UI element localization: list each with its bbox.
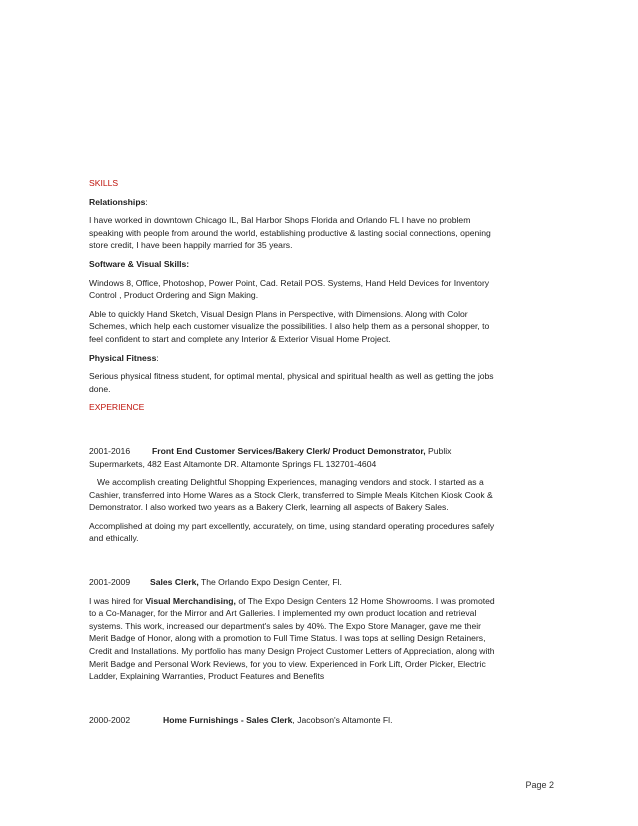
page-number: Page 2	[525, 780, 554, 790]
job-1-employer: Publix Supermarkets, 482 East Altamonte DR. Altamonte Springs FL 132701-4604	[89, 445, 452, 469]
spacer	[89, 420, 497, 445]
job-3-header	[89, 714, 497, 727]
fitness-label-line	[89, 352, 497, 365]
job-3-title: Home Furnishings - Sales Clerk	[163, 714, 293, 725]
job-1-title: Front End Customer Services/Bakery Clerk/ Product Demonstrator,	[152, 445, 426, 456]
fitness-label: Physical Fitness	[89, 352, 157, 363]
job-2-paragraph	[89, 595, 497, 683]
relationships-text: I have worked in downtown Chicago IL, Bal Harbor Shops Florida and Orlando FL I have no problem speaking with people from around the world, establishing productive & lasting social connections, opening store credit, I have been happily married for 35 years.	[89, 215, 491, 251]
job-1-paragraph-1: We accomplish creating Delightful Shopping Experiences, managing vendors and stock. I started as a Cashier, transferred into Home Wares as a Stock Clerk, transferred to Simple Meals Kitchen Kiosk Cook & Demonstrator. I also worked two years as a Bakery Clerk, learning all aspects of Bakery Sales.	[89, 477, 493, 513]
software-text: Windows 8, Office, Photoshop, Power Point, Cad. Retail POS. Systems, Hand Held Devices for Inventory Control , Product Ordering and Sign Making.	[89, 277, 490, 301]
relationships-colon: :	[145, 196, 148, 207]
job-1-header	[89, 445, 497, 470]
visual-skills-text: Able to quickly Hand Sketch, Visual Design Plans in Perspective, with Dimensions. Along with Color Schemes, which help each customer visualize the possibilities. I also help them as a personal shopper, to feel confident to start and complete any Interior & Exterior Visual Home Project.	[89, 308, 490, 344]
resume-content	[89, 177, 497, 732]
spacer	[89, 551, 497, 576]
software-label: Software & Visual Skills:	[89, 258, 190, 269]
experience-heading: EXPERIENCE	[89, 402, 145, 413]
job-3-years: 2000-2002	[89, 714, 131, 725]
job-2-title: Sales Clerk,	[150, 577, 199, 588]
job-2-para-rest: of The Expo Design Centers 12 Home Showrooms. I was promoted to a Co-Manager, for the Mirror and Art Galleries. I implemented my own product location and retrieval systems. This work, increased our department's sales by 40%. The Expo Store Manager, gave me their Merit Badge of Honor, along with a promotion to Full Time Status. I was tops at selling Design Retainers, Credit and Installations. My portfolio has many Design Project Customer Letters of Appreciation, along with Merit Badge and Personal Work Reviews, for you to view. Experienced in Fork Lift, Order Picker, Electric Ladder, Explaining Warranties, Product Features and Benefits	[89, 595, 495, 682]
job-2-para-bold: Visual Merchandising,	[145, 595, 236, 606]
fitness-text: Serious physical fitness student, for optimal mental, physical and spiritual health as well as getting the jobs done.	[89, 371, 494, 394]
relationships-label: Relationships	[89, 196, 146, 207]
job-2-para-prefix: I was hired for	[89, 595, 146, 606]
spacer	[89, 689, 497, 714]
job-2-employer: The Orlando Expo Design Center, Fl.	[198, 577, 342, 588]
job-3-employer: , Jacobson's Altamonte Fl.	[292, 714, 393, 725]
job-2-header	[89, 576, 497, 589]
job-1-years: 2001-2016	[89, 445, 131, 456]
fitness-colon: :	[156, 352, 159, 363]
job-2-years: 2001-2009	[89, 577, 131, 588]
job-1-paragraph-2: Accomplished at doing my part excellently, accurately, on time, using standard operating procedures safely and ethically.	[89, 520, 495, 544]
relationships-label-line	[89, 196, 497, 209]
skills-heading: SKILLS	[89, 178, 119, 188]
